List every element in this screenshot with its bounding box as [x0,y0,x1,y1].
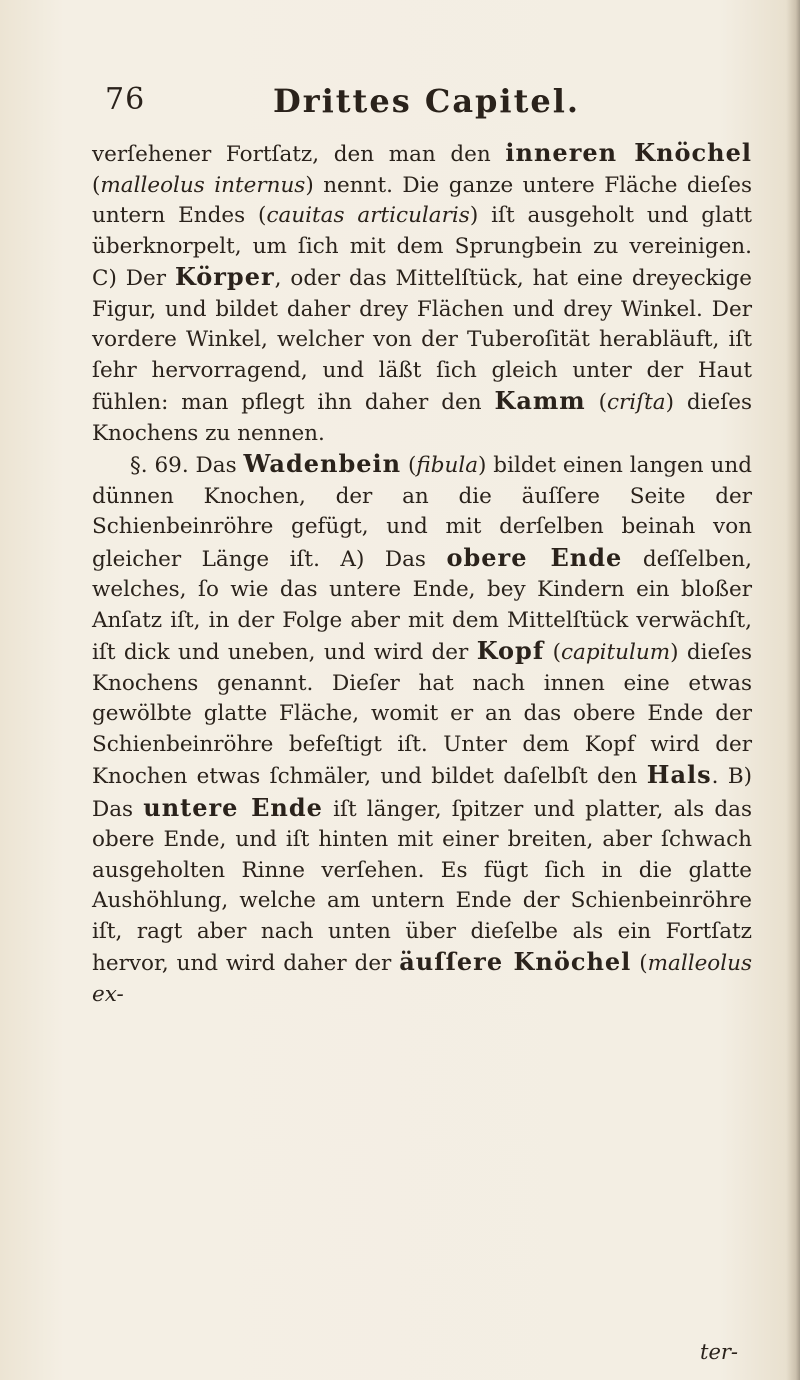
text-run: ) bildet einen langen und dünnen Knochen, der an die äuſſere Seite der Schienbeinröhre gefügt, und mit derſelben beinah von gleicher Länge iſt. A) Das [92,453,752,572]
text-run: ( [92,172,101,198]
key-term: untere Ende [143,792,323,822]
text-run: ( [544,640,561,665]
latin-term: malleolus ex- [92,951,752,1007]
key-term: Kopf [476,636,545,665]
text-run: ( [631,951,648,976]
text-run: iſt länger, ſpitzer und platter, als das obere Ende, und iſt hinten mit einer breiten, aber ſchwach ausgeholten Rinne verſehen. Es fügt ſich in die glatte Aushöhlung, welche am untern Ende der Schienbeinröhre iſt, ragt aber nach unten über dieſelbe als ein Fortſatz hervor, und wird daher der [92,796,752,976]
catchword: ter- [700,1340,739,1364]
latin-term: criſta [606,390,666,415]
key-term: äuſſere Knöchel [399,947,632,976]
text-run: , oder das Mittelſtück, hat eine dreyeckige Figur, und bildet daher drey Flächen und drey Winkel. Der vordere Winkel, welcher von der Tuberoſität herabläuft, iſt ſehr hervorragend, und läßt ſich gleich unter der Haut fühlen: man pflegt ihn daher den [92,266,752,415]
latin-term: malleolus internus [100,172,306,198]
body-text [92,138,752,1010]
latin-term: cauitas articularis [266,203,470,228]
text-run: ) iſt ausgeholt und glatt überknorpelt, um ſich mit dem Sprungbein zu vereinigen. C) Der [92,203,752,291]
key-term: Kamm [494,386,586,415]
page-number: 76 [105,82,146,117]
text-run: ( [401,453,417,478]
text-run: ) nennt. Die ganze untere Fläche dieſes untern Endes ( [92,172,752,228]
text-run: ) dieſes Knochens zu nennen. [92,390,752,446]
text-run: ) dieſes Knochens genannt. Dieſer hat nach innen eine etwas gewölbte glatte Fläche, womit er an das obere Ende der Schienbeinröhre befeſtigt iſt. Unter dem Kopf wird der Knochen etwas ſchmäler, und bildet daſelbſt den [92,640,752,789]
key-term: Hals [646,760,712,789]
key-term: obere Ende [446,542,623,572]
page-edge-shadow [786,0,800,1380]
text-run: ( [585,390,607,415]
running-head: Drittes Capitel. [273,82,581,120]
key-term: Körper [174,262,275,291]
paragraph-tibia-continued [92,138,752,449]
page-header [105,82,725,122]
text-run: §. 69. Das [130,453,244,478]
latin-term: fibula [416,453,479,478]
text-run: verſehener Fortſatz, den man den [92,142,506,167]
text-run: . B) Das [92,764,753,822]
key-term: inneren Knöchel [505,138,752,167]
key-term: Wadenbein [243,449,402,478]
paragraph-fibula [92,449,752,1010]
text-run: deſſelben, welches, ſo wie das untere Ende, bey Kindern ein bloßer Anſatz iſt, in der Folge aber mit dem Mittelſtück verwächſt, iſt dick und uneben, und wird der [92,546,752,665]
latin-term: capitulum [560,640,671,665]
